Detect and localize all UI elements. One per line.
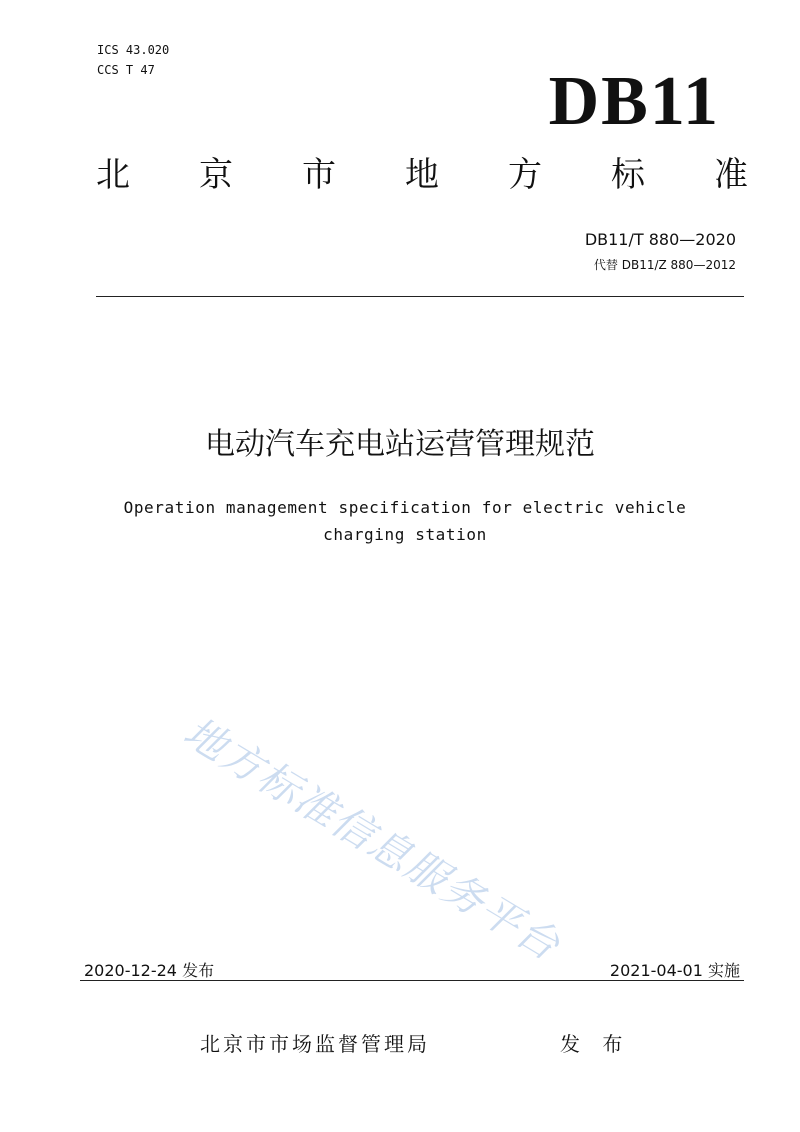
bottom-divider xyxy=(80,980,744,981)
title-english: Operation management specification for electric vehicle charging station xyxy=(123,498,687,544)
classification-codes xyxy=(97,40,169,80)
top-divider xyxy=(96,296,744,297)
replaces-note: 代替 DB11/Z 880—2012 xyxy=(593,258,736,272)
issue-label: 发 布 xyxy=(560,1032,631,1056)
standard-type-char: 标 xyxy=(611,155,645,195)
issuer: 北京市市场监督管理局 xyxy=(200,1032,430,1056)
ics-code: ICS 43.020 xyxy=(97,43,170,57)
standard-type-char: 准 xyxy=(714,155,748,195)
watermark: 地方标准信息服务平台 xyxy=(175,707,569,971)
standard-type-char: 市 xyxy=(302,155,336,195)
standard-type-char: 京 xyxy=(199,155,233,195)
title-chinese: 电动汽车充电站运营管理规范 xyxy=(205,427,595,462)
standard-type-char: 地 xyxy=(405,155,439,195)
db-code: DB11 xyxy=(548,63,720,140)
standard-number: DB11/T 880—2020 xyxy=(584,230,736,249)
publish-date: 2020-12-24 发布 xyxy=(84,961,215,980)
standard-type-char: 北 xyxy=(96,155,130,195)
implement-date: 2021-04-01 实施 xyxy=(609,961,740,980)
standard-type-char: 方 xyxy=(508,155,542,195)
standard-type xyxy=(96,152,748,198)
ccs-code: CCS T 47 xyxy=(97,63,155,77)
